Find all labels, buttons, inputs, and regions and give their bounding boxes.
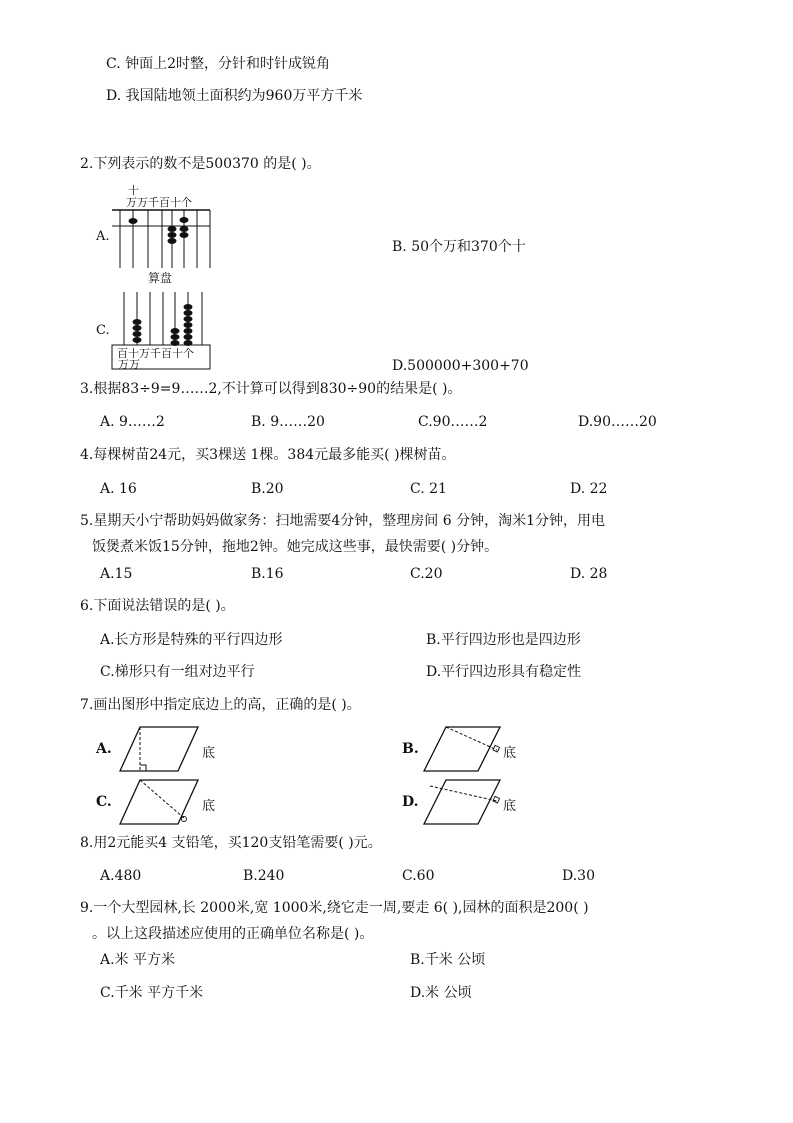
figure-b-label: B. <box>402 741 419 757</box>
question-8-option-c[interactable]: C.60 <box>402 868 435 884</box>
question-9-option-d[interactable]: D.米 公顷 <box>410 985 472 1001</box>
question-8-stem: 8.用2元能买4 支铅笔，买120支铅笔需要( )元。 <box>80 835 382 851</box>
question-9-stem-line2: 。以上这段描述应使用的正确单位名称是( )。 <box>92 926 374 942</box>
figure-b-base: 底 <box>503 746 517 761</box>
option-c-prev[interactable]: C. 钟面上2时整，分针和时针成锐角 <box>106 56 331 72</box>
question-2-stem: 2.下列表示的数不是500370 的是( )。 <box>80 156 321 172</box>
question-3-stem: 3.根据83÷9=9……2,不计算可以得到830÷90的结果是( )。 <box>80 381 462 397</box>
question-5-option-c[interactable]: C.20 <box>410 566 443 582</box>
question-3-option-a[interactable]: A. 9……2 <box>100 414 165 430</box>
question-6-stem: 6.下面说法错误的是( )。 <box>80 598 235 614</box>
abacus-c-bottom-row1: 百十万千百十个 <box>117 347 194 360</box>
question-9-option-b[interactable]: B.千米 公顷 <box>410 952 486 968</box>
question-9-option-a[interactable]: A.米 平方米 <box>100 952 176 968</box>
abacus-a-top-row1: 十 <box>128 184 139 197</box>
figure-b[interactable] <box>402 727 516 771</box>
question-5-option-d[interactable]: D. 28 <box>570 566 608 582</box>
figure-c-base: 底 <box>202 799 216 814</box>
question-3-option-c[interactable]: C.90……2 <box>418 414 488 430</box>
question-9-stem-line1: 9.一个大型园林,长 2000米,宽 1000米,绕它走一周,要走 6( ),园林的面积是200( ) <box>80 900 589 916</box>
question-8-option-b[interactable]: B.240 <box>243 868 285 884</box>
figure-a[interactable] <box>95 727 215 771</box>
question-5-option-b[interactable]: B.16 <box>251 566 284 582</box>
question-5-stem-line1: 5.星期天小宁帮助妈妈做家务：扫地需要4分钟，整理房间 6 分钟，淘米1分钟，用电 <box>80 513 605 529</box>
figure-c-label: C. <box>96 794 112 810</box>
figure-c[interactable] <box>96 780 215 824</box>
question-6-option-a[interactable]: A.长方形是特殊的平行四边形 <box>100 632 283 648</box>
question-4-option-c[interactable]: C. 21 <box>410 481 447 497</box>
figure-d-base: 底 <box>503 799 517 814</box>
figure-a-label: A. <box>96 741 112 757</box>
figure-d-label: D. <box>402 794 419 810</box>
question-3-option-d[interactable]: D.90……20 <box>578 414 657 430</box>
question-8-option-d[interactable]: D.30 <box>562 868 595 884</box>
option-d-prev[interactable]: D. 我国陆地领土面积约为960万平方千米 <box>106 88 363 104</box>
abacus-a-caption: 算盘 <box>148 271 173 285</box>
question-4-option-b[interactable]: B.20 <box>251 481 284 497</box>
question-6-option-c[interactable]: C.梯形只有一组对边平行 <box>100 664 255 680</box>
question-2-option-d[interactable]: D.500000+300+70 <box>392 358 529 374</box>
question-4-option-d[interactable]: D. 22 <box>570 481 608 497</box>
question-7-stem: 7.画出图形中指定底边上的高，正确的是( )。 <box>80 697 361 713</box>
abacus-c-bottom-row2: 万万 <box>118 358 140 371</box>
abacus-a-top-row2: 万万千百十个 <box>126 196 192 209</box>
question-2-option-b[interactable]: B. 50个万和370个十 <box>392 239 526 255</box>
question-5-stem-line2: 饭煲煮米饭15分钟，拖地2钟。她完成这些事，最快需要( )分钟。 <box>92 539 499 555</box>
question-4-option-a[interactable]: A. 16 <box>100 481 137 497</box>
question-8-option-a[interactable]: A.480 <box>100 868 142 884</box>
question-6-option-d[interactable]: D.平行四边形具有稳定性 <box>426 664 582 680</box>
question-3-option-b[interactable]: B. 9……20 <box>251 414 325 430</box>
question-5-option-a[interactable]: A.15 <box>100 566 133 582</box>
question-4-stem: 4.每棵树苗24元，买3棵送 1棵。384元最多能买( )棵树苗。 <box>80 447 456 463</box>
option-c-label: C. <box>96 323 110 338</box>
figure-d[interactable] <box>402 780 516 824</box>
option-a-label: A. <box>96 229 110 244</box>
question-9-option-c[interactable]: C.千米 平方千米 <box>100 985 204 1001</box>
figure-a-base: 底 <box>202 746 216 761</box>
question-6-option-b[interactable]: B.平行四边形也是四边形 <box>426 632 581 648</box>
